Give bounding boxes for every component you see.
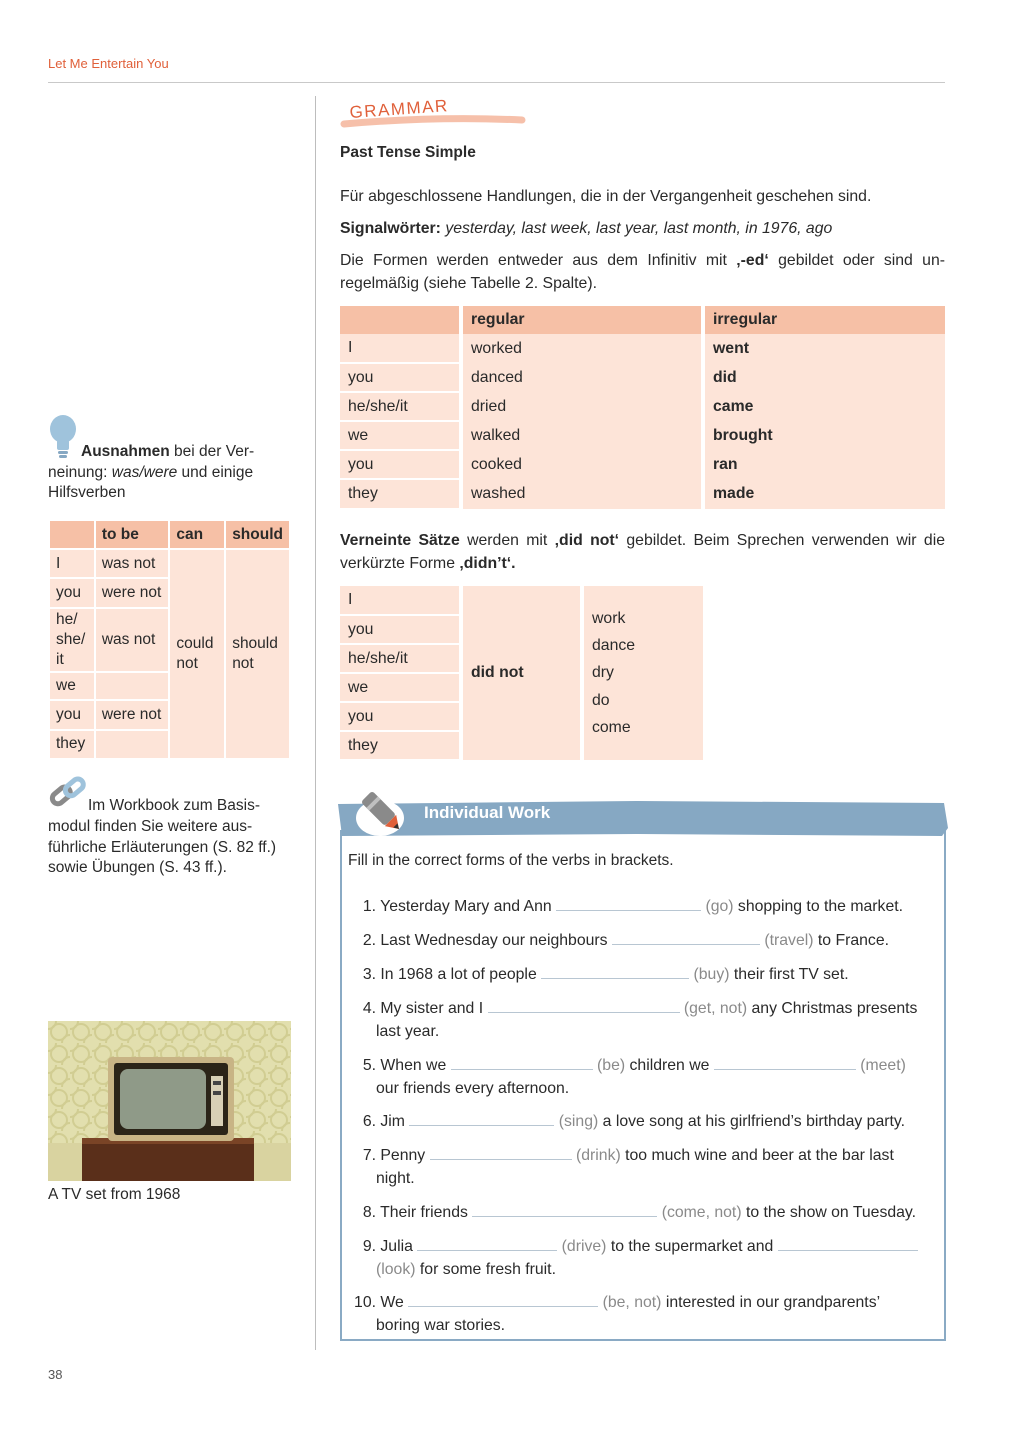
exercise-instruction: Fill in the correct forms of the verbs in brackets. <box>348 852 674 869</box>
item-text: to the supermarket and <box>610 1238 774 1255</box>
item-number: 3. <box>362 966 376 983</box>
neg-header-can: can <box>169 520 225 549</box>
exercise-item-2 <box>348 930 940 953</box>
answer-blank[interactable] <box>714 1056 856 1070</box>
answer-blank[interactable] <box>430 1146 572 1160</box>
photo-caption: A TV set from 1968 <box>48 1186 181 1203</box>
item-text: Their friends <box>380 1204 468 1221</box>
didnot-pronoun: they <box>340 731 461 760</box>
tense-pronoun: you <box>340 450 461 479</box>
item-text: to France. <box>817 932 890 949</box>
neg-tobe: was not <box>95 549 170 578</box>
forms-paragraph <box>340 250 945 295</box>
item-text: In 1968 a lot of people <box>380 966 537 983</box>
item-number: 7. <box>362 1147 376 1164</box>
item-text: their first TV set. <box>733 966 849 983</box>
note-text-1: bei der Ver-neinung: <box>48 443 255 481</box>
item-text: Last Wednesday our neighbours <box>380 932 608 949</box>
verb-hint: (sing) <box>558 1113 599 1130</box>
intro-paragraph: Für abgeschlossene Handlungen, die in der Vergangenheit geschehen sind. <box>340 188 872 205</box>
item-text: any Christmas presents <box>751 1000 918 1017</box>
answer-blank[interactable] <box>417 1237 557 1251</box>
item-text: for some fresh fruit. <box>419 1260 556 1278</box>
tense-header-regular: regular <box>461 306 703 334</box>
tense-irregular: made <box>703 479 945 509</box>
didnot-aux: did not <box>461 586 582 760</box>
answer-blank[interactable] <box>488 999 680 1013</box>
exercise-item-4 <box>348 998 940 1044</box>
item-text: Jim <box>380 1113 405 1130</box>
didnot-verbs <box>582 586 703 760</box>
neg-tobe: was not <box>95 608 170 673</box>
verb-hint: (meet) <box>860 1057 906 1074</box>
item-text: too much wine and beer at the bar last <box>625 1147 894 1164</box>
tv-photo <box>48 1021 291 1181</box>
didnot-pronoun: we <box>340 673 461 702</box>
tense-regular: dried <box>461 392 703 421</box>
item-text: My sister and I <box>380 1000 484 1017</box>
item-number: 10. <box>354 1294 376 1311</box>
neg-should: should not <box>225 549 290 759</box>
negation-didnot: ‚did not‘ <box>554 532 620 549</box>
item-text: When we <box>380 1057 447 1074</box>
exercise-item-1 <box>348 896 940 919</box>
neg-tobe <box>95 730 170 759</box>
tense-pronoun: you <box>340 363 461 392</box>
verb-hint: (be) <box>597 1057 626 1074</box>
neg-pronoun: we <box>49 672 95 700</box>
answer-blank[interactable] <box>409 1112 554 1126</box>
exercise-item-3 <box>348 964 940 987</box>
item-text: shopping to the market. <box>737 898 904 915</box>
neg-pronoun: I <box>49 549 95 578</box>
neg-header-tobe: to be <box>95 520 170 549</box>
answer-blank[interactable] <box>556 897 701 911</box>
neg-pronoun: they <box>49 730 95 759</box>
signal-list: yesterday, last week, last year, last month, in 1976, ago <box>440 220 833 237</box>
verb-hint: (drink) <box>575 1147 621 1164</box>
answer-blank[interactable] <box>778 1237 918 1251</box>
item-text: boring war stories. <box>376 1316 506 1334</box>
item-text: a love song at his girlfriend’s birthday party. <box>602 1113 905 1130</box>
negation-didnt: ‚didn’t‘. <box>459 554 516 572</box>
forms-text-1: Die Formen werden entweder aus dem Infinitiv mit <box>340 252 737 269</box>
verb-hint: (buy) <box>693 966 730 983</box>
negation-bold: Verneinte Sätze <box>340 532 460 549</box>
item-number: 6. <box>362 1113 376 1130</box>
item-number: 5. <box>362 1057 376 1074</box>
item-text: last year. <box>376 1022 440 1040</box>
verb-hint: (look) <box>376 1260 416 1278</box>
exercise-item-8 <box>348 1202 940 1225</box>
item-number: 8. <box>362 1204 376 1221</box>
tense-regular: walked <box>461 421 703 450</box>
exercise-item-5 <box>348 1055 940 1101</box>
neg-header-should: should <box>225 520 290 549</box>
item-number: 1. <box>362 898 376 915</box>
negation-paragraph <box>340 530 945 575</box>
neg-tobe: were not <box>95 578 170 607</box>
exceptions-note <box>48 412 298 504</box>
past-tense-table <box>340 306 945 510</box>
didnot-pronoun: he/she/it <box>340 644 461 673</box>
didnot-verb: dry <box>592 664 614 682</box>
tense-irregular: ran <box>703 450 945 479</box>
item-text: night. <box>376 1169 415 1187</box>
exercise-item-10 <box>348 1292 940 1338</box>
tense-pronoun: we <box>340 421 461 450</box>
item-text: Julia <box>380 1238 413 1255</box>
item-text: We <box>380 1294 404 1311</box>
exercise-item-7 <box>348 1145 940 1191</box>
pen-icon <box>354 784 410 840</box>
workbook-text: Im Workbook zum Basis-modul finden Sie weitere aus-führliche Erläuterungen (S. 82 ff.) sowie Übungen (S. 43 ff.). <box>48 797 277 877</box>
signal-words <box>340 218 945 241</box>
note-bold: Ausnahmen <box>81 443 170 460</box>
tense-irregular: did <box>703 363 945 392</box>
verb-hint: (drive) <box>561 1238 607 1255</box>
item-number: 2. <box>362 932 376 949</box>
answer-blank[interactable] <box>472 1203 657 1217</box>
did-not-table <box>340 586 703 761</box>
section-title: Past Tense Simple <box>340 144 476 161</box>
header-rule <box>48 82 945 83</box>
tense-irregular: brought <box>703 421 945 450</box>
tense-pronoun: I <box>340 334 461 363</box>
didnot-pronoun: you <box>340 615 461 644</box>
exercise-item-6 <box>348 1111 940 1134</box>
note-text-2: und einige Hilfsverben <box>48 463 254 501</box>
item-text: our friends every afternoon. <box>376 1079 570 1097</box>
neg-pronoun: you <box>49 700 95 729</box>
verb-hint: (be, not) <box>602 1294 662 1311</box>
tense-pronoun: he/she/it <box>340 392 461 421</box>
neg-tobe: were not <box>95 700 170 729</box>
item-text: Penny <box>380 1147 426 1164</box>
neg-can: could not <box>169 549 225 759</box>
verb-hint: (go) <box>705 898 734 915</box>
negation-text-2: gebildet. Beim Sprechen verwenden wir die verkürzte Forme <box>340 532 945 572</box>
note-italic: was/were <box>111 463 178 481</box>
workbook-note <box>48 796 298 879</box>
page-number: 38 <box>48 1367 63 1382</box>
answer-blank[interactable] <box>612 931 760 945</box>
item-text: interested in our grandparents’ <box>665 1294 881 1311</box>
verb-hint: (come, not) <box>661 1204 742 1221</box>
item-text: Yesterday Mary and Ann <box>380 898 552 915</box>
tense-regular: danced <box>461 363 703 392</box>
answer-blank[interactable] <box>541 965 689 979</box>
didnot-verb: work <box>592 609 626 627</box>
signal-label: Signalwörter: <box>340 220 441 237</box>
running-head: Let Me Entertain You <box>48 56 169 71</box>
item-text: children we <box>629 1057 710 1074</box>
forms-ed: ‚-ed‘ <box>736 252 769 269</box>
item-number: 4. <box>362 1000 376 1017</box>
forms-text-2: gebildet oder sind un-regelmäßig (siehe Tabelle 2. Spalte). <box>340 252 945 292</box>
neg-header-empty <box>49 520 95 549</box>
grammar-stamp <box>340 94 530 134</box>
tense-regular: cooked <box>461 450 703 479</box>
didnot-verb: do <box>592 691 610 709</box>
neg-tobe <box>95 672 170 700</box>
verb-hint: (get, not) <box>683 1000 748 1017</box>
tense-header-empty <box>340 306 461 334</box>
exercise-title: Individual Work <box>424 803 551 822</box>
tense-regular: worked <box>461 334 703 363</box>
tense-irregular: went <box>703 334 945 363</box>
negation-table <box>48 519 291 760</box>
verb-hint: (travel) <box>764 932 814 949</box>
didnot-verb: come <box>592 718 631 736</box>
answer-blank[interactable] <box>408 1293 598 1307</box>
neg-pronoun: he/ she/ it <box>49 608 95 673</box>
didnot-verb: dance <box>592 637 636 655</box>
didnot-pronoun: I <box>340 586 461 615</box>
tense-irregular: came <box>703 392 945 421</box>
item-text: to the show on Tuesday. <box>745 1204 917 1221</box>
svg-text:GRAMMAR: GRAMMAR <box>348 96 450 122</box>
answer-blank[interactable] <box>451 1056 593 1070</box>
exercise-item-9 <box>348 1236 940 1282</box>
tense-regular: washed <box>461 479 703 509</box>
negation-text-1: werden mit <box>459 532 555 549</box>
tense-pronoun: they <box>340 479 461 509</box>
neg-pronoun: you <box>49 578 95 607</box>
item-number: 9. <box>362 1238 376 1255</box>
tense-header-irregular: irregular <box>703 306 945 334</box>
didnot-pronoun: you <box>340 702 461 731</box>
column-divider <box>315 96 316 1350</box>
